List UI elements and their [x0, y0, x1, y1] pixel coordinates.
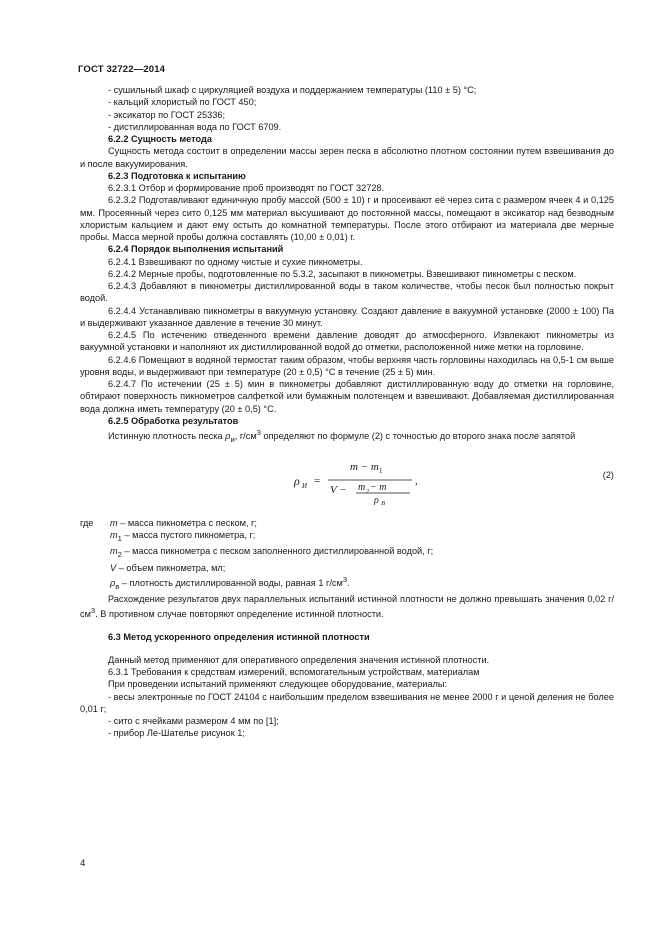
definition-item: $m_1$ – масса пустого пикнометра, г; [110, 530, 256, 544]
paragraph-6-2-4-3: 6.2.4.3 Добавляют в пикнометры дистиллированной воды в таком количестве, чтобы песок был полностью покрыт водой. [80, 281, 614, 304]
paragraph-6-3-1: 6.3.1 Требования к средствам измерений, вспомогательным устройствам, материалам [108, 667, 480, 677]
definitions-block [80, 517, 614, 593]
formula-inner-numerator: m [358, 482, 366, 494]
heading-6-2-5: 6.2.5 Обработка результатов [108, 415, 239, 426]
paragraph-6-2-4-6: 6.2.4.6 Помещают в водяной термостат таким образом, чтобы верхняя часть горловины находилась на 0,5-1 см выше уровня воды, и выдерживают при температуре (20 ± 0,5) °С в течение (25 ± 5) мин. [80, 354, 614, 377]
paragraph-6-2-4-2: 6.2.4.2 Мерные пробы, подготовленные по 5.3.2, засыпают в пикнометры. Взвешивают пикнометры с песком. [108, 268, 577, 279]
where-label: где [80, 518, 94, 529]
definition-item: m – масса пикнометра с песком, г; [110, 518, 257, 529]
paragraph-6-2-4-4: 6.2.4.4 Устанавливаю пикнометры в вакуумную установку. Создают давление в вакуумной установке (2000 ± 100) Па и выдерживают указанное давление в течение 30 минут. [80, 305, 614, 328]
formula-lhs: ρ [294, 474, 300, 489]
formula-lhs-sub: И [302, 482, 308, 491]
formula-number: (2) [602, 470, 614, 481]
heading-6-3: 6.3 Метод ускоренного определения истинной плотности [108, 631, 370, 642]
formula-2 [80, 449, 614, 511]
paragraph-6-3-1-intro: При проведении испытаний применяют следующее оборудование, материалы: [108, 679, 447, 690]
formula-inner-numerator-rest: − m [370, 482, 387, 494]
paragraph-6-2-4-7: 6.2.4.7 По истечении (25 ± 5) мин в пикнометры добавляют дистиллированную воду до отметки на горловине, обтирают поверхность пикнометров салфеткой или бумажным полотенцем и взвешивают. Добавляемая дистиллированная вода должна иметь температуру (20 ± 0,5) °С. [80, 379, 614, 414]
svg-text:=: = [314, 475, 321, 488]
equipment-item: - дистиллированная вода по ГОСТ 6709. [108, 121, 282, 132]
heading-6-2-2: 6.2.2 Сущность метода [108, 134, 212, 144]
definition-item: $\rho_в$ – плотность дистиллированной воды, равная 1 $г/см^3$. [110, 574, 350, 591]
equipment-item: - кальций хлористый по ГОСТ 450; [108, 97, 257, 108]
equipment-item: - сушильный шкаф с циркуляцией воздуха и поддержанием температуры (110 ± 5) °С; [108, 85, 477, 95]
svg-text:,: , [415, 475, 418, 488]
paragraph-6-3: Данный метод применяют для оперативного определения значения истинной плотности. [108, 654, 490, 665]
density-formula [292, 455, 432, 505]
equipment-item: - эксикатор по ГОСТ 25336; [108, 109, 225, 120]
formula-inner-denominator: ρ [374, 495, 379, 506]
formula-numerator-sub: 1 [379, 467, 383, 476]
paragraph-6-2-3-2: 6.2.3.2 Подготавливают единичную пробу массой (500 ± 10) г и просеивают её через сита с размером ячеек 4 и 0,125 мм. Просеянный через сито 0,125 мм материал высушивают до постоянной массы, помещают в эксикатор над безводным хлористым кальцием и дают ему остыть до комнатной температуры. После этого отбирают из материала две мерные пробы. Масса мерной пробы должна составлять (10,00 ± 0,01) г. [80, 195, 614, 242]
paragraph-6-2-5: Истинную плотность песка $\rho_и$, $г/см^3$ определяют по формуле (2) с точностью до второго знака после запятой [108, 428, 576, 444]
formula-inner-numerator-sub: 2 [366, 488, 370, 496]
page-number: 4 [80, 858, 86, 869]
definition-item: V – объем пикнометра, мл; [110, 562, 226, 573]
page-body [80, 84, 614, 740]
formula-denominator-v: V − [330, 484, 347, 497]
equipment-item: - прибор Ле-Шателье рисунок 1; [108, 728, 245, 739]
heading-6-2-4: 6.2.4 Порядок выполнения испытаний [108, 244, 284, 255]
paragraph-6-2-2: Сущность метода состоит в определении массы зерен песка в абсолютно плотном состоянии путем взвешивания до и после вакуумирования. [80, 146, 614, 169]
formula-numerator: m − m [350, 461, 379, 474]
definition-item: $m_2$ – масса пикнометра с песком заполненного дистиллированной водой, г; [110, 546, 434, 560]
paragraph-6-2-4-5: 6.2.4.5 По истечению отведенного времени давление доводят до атмосферного. Извлекают пикнометры из вакуумной установки и наполняют их дистиллированной водой до отметки, расположенной ниже метки на горловине. [80, 330, 614, 353]
discrepancy-paragraph: Расхождение результатов двух параллельных испытаний истинной плотности не должно превышать значения 0,02 $г/см^3$. В противном случае повторяют определение истинной плотности. [80, 593, 614, 620]
equipment-item: - сито с ячейками размером 4 мм по [1]; [108, 716, 279, 726]
equipment-item: - весы электронные по ГОСТ 24104 с наибольшим пределом взвешивания не менее 2000 г и ценой деления не более 0,01 г; [80, 691, 614, 714]
heading-6-2-3: 6.2.3 Подготовка к испытанию [108, 170, 246, 181]
paragraph-6-2-3-1: 6.2.3.1 Отбор и формирование проб производят по ГОСТ 32728. [108, 183, 385, 193]
document-header: ГОСТ 32722—2014 [78, 64, 166, 75]
paragraph-6-2-4-1: 6.2.4.1 Взвешивают по одному чистые и сухие пикнометры. [108, 256, 363, 267]
formula-inner-denominator-sub: В [381, 500, 385, 506]
